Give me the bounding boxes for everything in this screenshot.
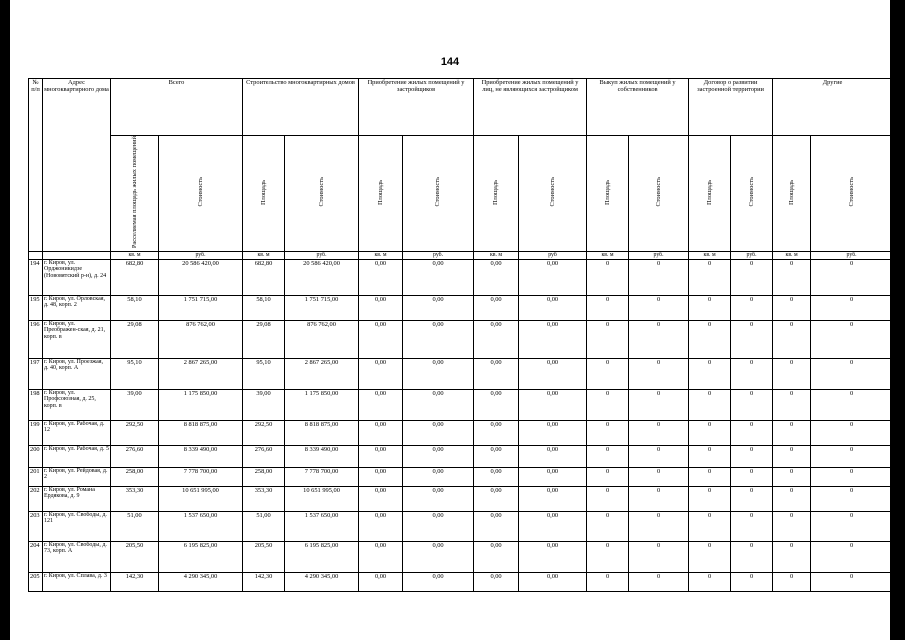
value-cell: 0 bbox=[811, 295, 893, 320]
value-cell: 0 bbox=[731, 320, 773, 358]
value-cell: 0,00 bbox=[359, 320, 403, 358]
value-cell: 205,50 bbox=[243, 541, 285, 572]
unit-cell: кв. м bbox=[773, 251, 811, 259]
value-cell: 6 195 825,00 bbox=[159, 541, 243, 572]
value-cell: 0 bbox=[629, 259, 689, 295]
value-cell: 1 175 850,00 bbox=[285, 389, 359, 420]
value-cell: 95,10 bbox=[111, 358, 159, 389]
table-row bbox=[29, 358, 893, 389]
column-header bbox=[159, 136, 243, 252]
value-cell: 0 bbox=[689, 420, 731, 445]
value-cell: 353,30 bbox=[243, 486, 285, 511]
group-header: Всего bbox=[111, 79, 243, 136]
row-number: 197 bbox=[29, 358, 43, 389]
value-cell: 0,00 bbox=[403, 295, 474, 320]
value-cell: 0 bbox=[811, 541, 893, 572]
value-cell: 0,00 bbox=[359, 572, 403, 591]
column-header bbox=[474, 136, 519, 252]
value-cell: 2 867 265,00 bbox=[159, 358, 243, 389]
value-cell: 0 bbox=[629, 486, 689, 511]
unit-cell: руб. bbox=[731, 251, 773, 259]
value-cell: 0 bbox=[629, 572, 689, 591]
value-cell: 10 651 995,00 bbox=[159, 486, 243, 511]
column-header bbox=[285, 136, 359, 252]
value-cell: 0,00 bbox=[519, 467, 587, 486]
value-cell: 0 bbox=[629, 511, 689, 541]
value-cell: 0,00 bbox=[359, 445, 403, 467]
table-row bbox=[29, 467, 893, 486]
column-header bbox=[811, 136, 893, 252]
value-cell: 0 bbox=[773, 420, 811, 445]
value-cell: 6 195 825,00 bbox=[285, 541, 359, 572]
column-header-label: Площадь bbox=[259, 179, 267, 205]
value-cell: 20 586 420,00 bbox=[159, 259, 243, 295]
column-header bbox=[403, 136, 474, 252]
value-cell: 0 bbox=[731, 467, 773, 486]
value-cell: 682,80 bbox=[243, 259, 285, 295]
column-header bbox=[689, 136, 731, 252]
value-cell: 0 bbox=[587, 320, 629, 358]
row-address: г. Киров, ул. Рабочая, д. 5 bbox=[43, 445, 111, 467]
value-cell: 0,00 bbox=[403, 445, 474, 467]
value-cell: 0 bbox=[587, 541, 629, 572]
value-cell: 0 bbox=[773, 486, 811, 511]
table-row bbox=[29, 486, 893, 511]
value-cell: 0,00 bbox=[359, 358, 403, 389]
value-cell: 0 bbox=[689, 572, 731, 591]
value-cell: 0 bbox=[811, 358, 893, 389]
row-number: 205 bbox=[29, 572, 43, 591]
value-cell: 0,00 bbox=[519, 420, 587, 445]
table-row bbox=[29, 295, 893, 320]
table-row bbox=[29, 420, 893, 445]
value-cell: 0,00 bbox=[519, 320, 587, 358]
value-cell: 0 bbox=[629, 320, 689, 358]
value-cell: 142,30 bbox=[243, 572, 285, 591]
value-cell: 682,80 bbox=[111, 259, 159, 295]
column-header-label: Площадь bbox=[376, 179, 384, 205]
value-cell: 0 bbox=[629, 295, 689, 320]
value-cell: 8 818 875,00 bbox=[159, 420, 243, 445]
value-cell: 0 bbox=[731, 420, 773, 445]
row-number: 202 bbox=[29, 486, 43, 511]
column-header-label: Стоимость bbox=[548, 177, 556, 207]
unit-cell: руб. bbox=[403, 251, 474, 259]
value-cell: 0,00 bbox=[359, 511, 403, 541]
value-cell: 20 586 420,00 bbox=[285, 259, 359, 295]
value-cell: 1 537 650,00 bbox=[285, 511, 359, 541]
value-cell: 0,00 bbox=[474, 389, 519, 420]
value-cell: 0,00 bbox=[359, 486, 403, 511]
table-row bbox=[29, 541, 893, 572]
group-header: Другие bbox=[773, 79, 893, 136]
value-cell: 0 bbox=[811, 320, 893, 358]
value-cell: 0,00 bbox=[403, 259, 474, 295]
value-cell: 0 bbox=[773, 467, 811, 486]
row-number: 204 bbox=[29, 541, 43, 572]
value-cell: 10 651 995,00 bbox=[285, 486, 359, 511]
value-cell: 0 bbox=[587, 259, 629, 295]
value-cell: 4 290 345,00 bbox=[285, 572, 359, 591]
row-number: 201 bbox=[29, 467, 43, 486]
value-cell: 258,00 bbox=[243, 467, 285, 486]
value-cell: 0 bbox=[773, 389, 811, 420]
value-cell: 0 bbox=[587, 445, 629, 467]
row-address: г. Киров, ул. Романа Ердякова, д. 9 bbox=[43, 486, 111, 511]
unit-cell: руб bbox=[519, 251, 587, 259]
value-cell: 0,00 bbox=[403, 420, 474, 445]
value-cell: 51,00 bbox=[243, 511, 285, 541]
value-cell: 0 bbox=[773, 445, 811, 467]
value-cell: 0,00 bbox=[474, 486, 519, 511]
column-header-label: Стоимость bbox=[747, 177, 755, 207]
value-cell: 0 bbox=[811, 467, 893, 486]
value-cell: 0,00 bbox=[519, 259, 587, 295]
value-cell: 0 bbox=[587, 511, 629, 541]
value-cell: 0,00 bbox=[403, 389, 474, 420]
value-cell: 0,00 bbox=[359, 295, 403, 320]
value-cell: 0 bbox=[587, 358, 629, 389]
value-cell: 0 bbox=[587, 572, 629, 591]
column-header-label: Стоимость bbox=[654, 177, 662, 207]
value-cell: 0 bbox=[773, 259, 811, 295]
unit-cell-empty bbox=[29, 251, 43, 259]
value-cell: 0 bbox=[731, 445, 773, 467]
value-cell: 39,00 bbox=[243, 389, 285, 420]
header-address: Адрес многоквартирного дома bbox=[43, 79, 111, 252]
value-cell: 0 bbox=[689, 358, 731, 389]
value-cell: 0 bbox=[811, 572, 893, 591]
value-cell: 7 778 700,00 bbox=[159, 467, 243, 486]
value-cell: 0,00 bbox=[403, 511, 474, 541]
value-cell: 0 bbox=[689, 486, 731, 511]
table-row bbox=[29, 320, 893, 358]
value-cell: 0,00 bbox=[519, 572, 587, 591]
row-address: г. Киров, ул. Свободы, д. 121 bbox=[43, 511, 111, 541]
value-cell: 1 751 715,00 bbox=[285, 295, 359, 320]
value-cell: 0,00 bbox=[519, 511, 587, 541]
column-header bbox=[359, 136, 403, 252]
value-cell: 4 290 345,00 bbox=[159, 572, 243, 591]
row-number: 196 bbox=[29, 320, 43, 358]
value-cell: 0 bbox=[731, 295, 773, 320]
value-cell: 0,00 bbox=[519, 445, 587, 467]
value-cell: 0 bbox=[689, 511, 731, 541]
value-cell: 0 bbox=[629, 389, 689, 420]
column-header-label: Расселяемая площадь жилых помещений bbox=[130, 136, 138, 249]
row-address: г. Киров, ул. Орджоникидзе (Нововятский р-н), д. 24 bbox=[43, 259, 111, 295]
value-cell: 0 bbox=[629, 420, 689, 445]
unit-cell: руб. bbox=[285, 251, 359, 259]
value-cell: 0,00 bbox=[474, 467, 519, 486]
value-cell: 0 bbox=[689, 295, 731, 320]
column-header bbox=[243, 136, 285, 252]
row-number: 198 bbox=[29, 389, 43, 420]
value-cell: 0 bbox=[587, 467, 629, 486]
table-row bbox=[29, 572, 893, 591]
unit-cell-empty bbox=[43, 251, 111, 259]
value-cell: 0 bbox=[731, 259, 773, 295]
value-cell: 0,00 bbox=[474, 572, 519, 591]
value-cell: 0,00 bbox=[474, 259, 519, 295]
value-cell: 0 bbox=[773, 295, 811, 320]
row-address: г. Киров, ул. Преображен-ская, д. 21, корп. в bbox=[43, 320, 111, 358]
value-cell: 276,60 bbox=[111, 445, 159, 467]
value-cell: 0 bbox=[689, 541, 731, 572]
value-cell: 0 bbox=[731, 358, 773, 389]
row-number: 194 bbox=[29, 259, 43, 295]
row-address: г. Киров, ул. Орловская, д. 48, корп. 2 bbox=[43, 295, 111, 320]
group-header: Строительство многоквартирных домов bbox=[243, 79, 359, 136]
value-cell: 276,60 bbox=[243, 445, 285, 467]
unit-cell: кв. м bbox=[243, 251, 285, 259]
group-header: Приобретение жилых помещений у лиц, не являющихся застройщиком bbox=[474, 79, 587, 136]
value-cell: 0,00 bbox=[359, 467, 403, 486]
value-cell: 0 bbox=[811, 486, 893, 511]
table-row bbox=[29, 445, 893, 467]
row-address: г. Киров, ул. Свободы, д. 73, корп. А bbox=[43, 541, 111, 572]
value-cell: 0 bbox=[811, 259, 893, 295]
value-cell: 258,00 bbox=[111, 467, 159, 486]
value-cell: 353,30 bbox=[111, 486, 159, 511]
value-cell: 51,00 bbox=[111, 511, 159, 541]
value-cell: 0,00 bbox=[474, 358, 519, 389]
page-number: 144 bbox=[440, 56, 460, 68]
value-cell: 1 537 650,00 bbox=[159, 511, 243, 541]
value-cell: 0,00 bbox=[474, 445, 519, 467]
value-cell: 0 bbox=[629, 467, 689, 486]
value-cell: 0,00 bbox=[474, 420, 519, 445]
value-cell: 0 bbox=[587, 295, 629, 320]
value-cell: 0 bbox=[773, 358, 811, 389]
value-cell: 0,00 bbox=[474, 541, 519, 572]
column-header bbox=[587, 136, 629, 252]
value-cell: 8 818 875,00 bbox=[285, 420, 359, 445]
value-cell: 39,00 bbox=[111, 389, 159, 420]
row-address: г. Киров, ул. Рабочая, д. 12 bbox=[43, 420, 111, 445]
value-cell: 0,00 bbox=[359, 259, 403, 295]
column-header bbox=[629, 136, 689, 252]
value-cell: 95,10 bbox=[243, 358, 285, 389]
value-cell: 0,00 bbox=[403, 541, 474, 572]
row-number: 199 bbox=[29, 420, 43, 445]
value-cell: 0 bbox=[587, 486, 629, 511]
column-header-label: Стоимость bbox=[434, 177, 442, 207]
value-cell: 0,00 bbox=[519, 295, 587, 320]
value-cell: 0,00 bbox=[519, 358, 587, 389]
value-cell: 0 bbox=[731, 486, 773, 511]
value-cell: 58,10 bbox=[111, 295, 159, 320]
row-address: г. Киров, ул. Рейдовая, д. 2 bbox=[43, 467, 111, 486]
header-num: № п/п bbox=[29, 79, 43, 252]
value-cell: 0 bbox=[731, 389, 773, 420]
unit-cell: руб. bbox=[629, 251, 689, 259]
value-cell: 0 bbox=[773, 541, 811, 572]
column-header-label: Площадь bbox=[705, 179, 713, 205]
row-address: г. Киров, ул. Проезжая, д. 40, корп. А bbox=[43, 358, 111, 389]
value-cell: 1 175 850,00 bbox=[159, 389, 243, 420]
row-address: г. Киров, ул. Профсоюзная, д. 25, корп. в bbox=[43, 389, 111, 420]
value-cell: 0,00 bbox=[403, 358, 474, 389]
value-cell: 0 bbox=[773, 572, 811, 591]
value-cell: 58,10 bbox=[243, 295, 285, 320]
value-cell: 876 762,00 bbox=[285, 320, 359, 358]
value-cell: 0,00 bbox=[403, 572, 474, 591]
value-cell: 292,50 bbox=[243, 420, 285, 445]
value-cell: 0 bbox=[811, 445, 893, 467]
value-cell: 0 bbox=[587, 420, 629, 445]
value-cell: 0,00 bbox=[519, 389, 587, 420]
column-header-label: Стоимость bbox=[847, 177, 855, 207]
row-number: 203 bbox=[29, 511, 43, 541]
value-cell: 0 bbox=[629, 358, 689, 389]
value-cell: 0,00 bbox=[359, 420, 403, 445]
value-cell: 0 bbox=[689, 320, 731, 358]
group-header: Выкуп жилых помещений у собственников bbox=[587, 79, 689, 136]
value-cell: 0,00 bbox=[519, 486, 587, 511]
value-cell: 0 bbox=[731, 541, 773, 572]
value-cell: 0 bbox=[731, 572, 773, 591]
value-cell: 0,00 bbox=[474, 320, 519, 358]
row-number: 200 bbox=[29, 445, 43, 467]
value-cell: 0,00 bbox=[359, 541, 403, 572]
value-cell: 0 bbox=[773, 511, 811, 541]
value-cell: 0 bbox=[689, 389, 731, 420]
unit-cell: руб. bbox=[811, 251, 893, 259]
value-cell: 2 867 265,00 bbox=[285, 358, 359, 389]
unit-cell: руб. bbox=[159, 251, 243, 259]
value-cell: 1 751 715,00 bbox=[159, 295, 243, 320]
resettlement-table bbox=[28, 78, 893, 592]
value-cell: 0,00 bbox=[519, 541, 587, 572]
unit-cell: кв. м bbox=[587, 251, 629, 259]
table-row bbox=[29, 389, 893, 420]
unit-cell: кв. м bbox=[359, 251, 403, 259]
value-cell: 292,50 bbox=[111, 420, 159, 445]
value-cell: 0,00 bbox=[359, 389, 403, 420]
group-header: Приобретение жилых помещений у застройщиков bbox=[359, 79, 474, 136]
value-cell: 0,00 bbox=[403, 467, 474, 486]
unit-cell: кв. м bbox=[474, 251, 519, 259]
value-cell: 8 339 490,00 bbox=[285, 445, 359, 467]
value-cell: 205,50 bbox=[111, 541, 159, 572]
value-cell: 0 bbox=[689, 259, 731, 295]
column-header-label: Площадь bbox=[787, 179, 795, 205]
table-row bbox=[29, 259, 893, 295]
group-header: Договор о развитии застроенной территории bbox=[689, 79, 773, 136]
row-number: 195 bbox=[29, 295, 43, 320]
value-cell: 0 bbox=[629, 445, 689, 467]
value-cell: 29,08 bbox=[243, 320, 285, 358]
row-address: г. Киров, ул. Сплава, д. 3 bbox=[43, 572, 111, 591]
table-row bbox=[29, 511, 893, 541]
value-cell: 142,30 bbox=[111, 572, 159, 591]
column-header-label: Стоимость bbox=[317, 177, 325, 207]
column-header-label: Площадь bbox=[492, 179, 500, 205]
value-cell: 0 bbox=[811, 420, 893, 445]
column-header bbox=[773, 136, 811, 252]
value-cell: 0,00 bbox=[403, 320, 474, 358]
column-header bbox=[111, 136, 159, 252]
value-cell: 0 bbox=[629, 541, 689, 572]
unit-cell: кв. м bbox=[689, 251, 731, 259]
column-header-label: Площадь bbox=[603, 179, 611, 205]
value-cell: 0 bbox=[689, 467, 731, 486]
unit-cell: кв. м bbox=[111, 251, 159, 259]
value-cell: 29,08 bbox=[111, 320, 159, 358]
value-cell: 0 bbox=[811, 389, 893, 420]
value-cell: 0 bbox=[731, 511, 773, 541]
value-cell: 0 bbox=[689, 445, 731, 467]
value-cell: 0 bbox=[773, 320, 811, 358]
value-cell: 0,00 bbox=[474, 511, 519, 541]
value-cell: 0,00 bbox=[403, 486, 474, 511]
value-cell: 8 339 490,00 bbox=[159, 445, 243, 467]
column-header-label: Стоимость bbox=[196, 177, 204, 207]
column-header bbox=[519, 136, 587, 252]
value-cell: 0 bbox=[587, 389, 629, 420]
value-cell: 876 762,00 bbox=[159, 320, 243, 358]
value-cell: 7 778 700,00 bbox=[285, 467, 359, 486]
document-page bbox=[10, 0, 890, 640]
column-header bbox=[731, 136, 773, 252]
value-cell: 0,00 bbox=[474, 295, 519, 320]
value-cell: 0 bbox=[811, 511, 893, 541]
